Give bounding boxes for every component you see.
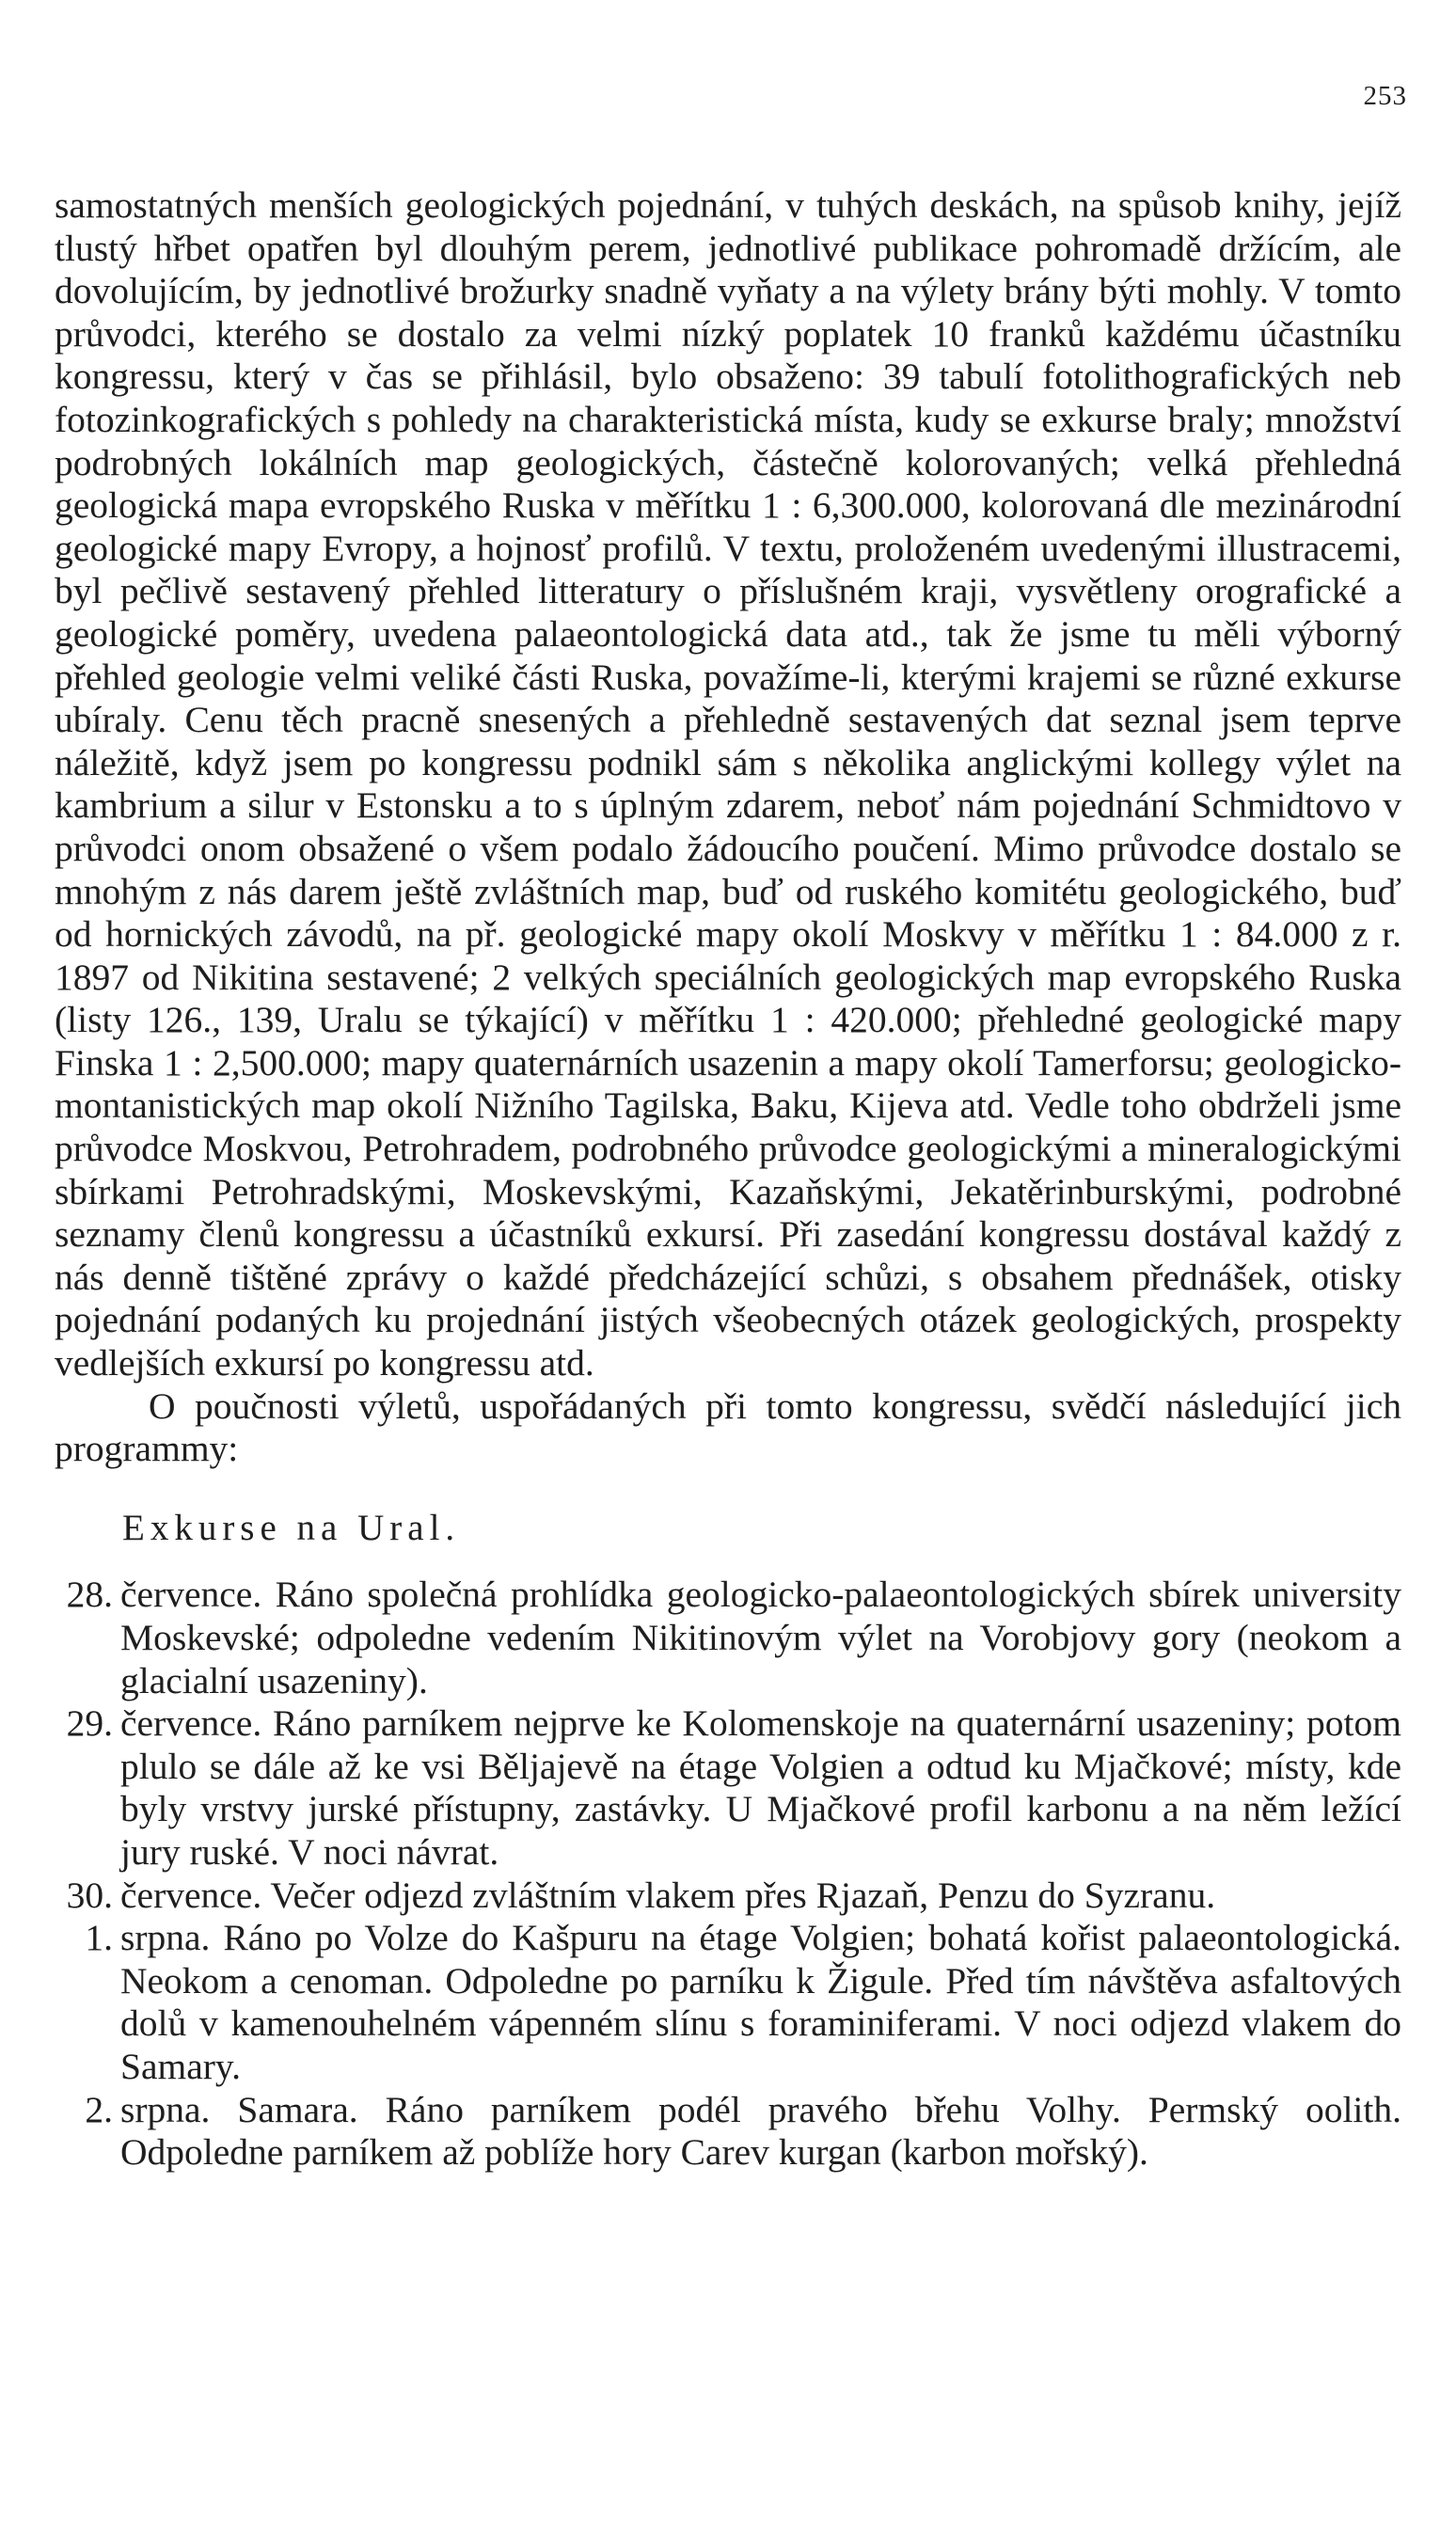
- entry-text: července. Ráno společná prohlídka geologicko-palaeontologických sbírek university Moskevské; odpoledne vedením Nikitinovým výlet na Vorobjovy gory (neokom a glacialní usazeniny).: [120, 1574, 1401, 1701]
- entry-text: srpna. Samara. Ráno parníkem podél pravého břehu Volhy. Permský oolith. Odpoledne parníkem až poblíže hory Carev kurgan (karbon mořský).: [120, 2088, 1401, 2174]
- entry-date: 1.: [85, 1917, 113, 1959]
- entry-date: 29.: [66, 1702, 113, 1745]
- page-body: [55, 184, 1401, 2175]
- entry-date: 30.: [66, 1874, 113, 1916]
- entry-date: 28.: [66, 1574, 113, 1616]
- itinerary-entry: [55, 2089, 1401, 2175]
- section-heading: Exkurse na Ural.: [122, 1507, 461, 1548]
- paragraph-programs-intro: O poučnosti výletů, uspořádaných při tomto kongressu, svědčí následující jich programmy:: [55, 1384, 1401, 1470]
- page-number: 253: [1363, 81, 1407, 111]
- entry-text: srpna. Ráno po Volze do Kašpuru na étage Volgien; bohatá kořist palaeontologická. Neokom a cenoman. Odpoledne po parníku k Žigule. Před tím návštěva asfaltových dolů v kamenouhelném vápenném slínu s foraminiferami. V noci odjezd vlakem do Samary.: [120, 1917, 1401, 2087]
- itinerary-entry: [55, 1875, 1401, 1918]
- entry-date: 2.: [85, 2088, 113, 2130]
- itinerary-entry: [55, 1702, 1401, 1874]
- itinerary-entry: [55, 1917, 1401, 2088]
- entry-text: července. Ráno parníkem nejprve ke Kolomenskoje na quaternární usazeniny; potom plulo se dále až ke vsi Běljajevě na étage Volgien a odtud ku Mjačkové; místy, kde byly vrstvy jurské přístupny, zastávky. U Mjačkové profil karbonu a na něm ležící jury ruské. V noci návrat.: [120, 1702, 1401, 1873]
- paragraph-main: samostatných menších geologických pojednání, v tuhých deskách, na spůsob knihy, jejíž tlustý hřbet opatřen byl dlouhým perem, jednotlivé publikace pohromadě držícím, ale dovolujícím, by jednotlivé brožurky snadně vyňaty a na výlety brány býti mohly. V tomto průvodci, kterého se dostalo za velmi nízký poplatek 10 franků každému účastníku kongressu, který v čas se přihlásil, bylo obsaženo: 39 tabulí fotolithografických neb fotozinkografických s pohledy na charakteristická místa, kudy se exkurse braly; množství podrobných lokálních map geologických, částečně kolorovaných; velká přehledná geologická mapa evropského Ruska v měřítku 1 : 6,300.000, kolorovaná dle mezinárodní geologické mapy Evropy, a hojnosť profilů. V textu, proloženém uvedenými illustracemi, byl pečlivě sestavený přehled litteratury o příslušném kraji, vysvětleny orografické a geologické poměry, uvedena palaeontologická data atd., tak že jsme tu měli výborný přehled geologie velmi veliké části Ruska, považíme-li, kterými krajemi se různé exkurse ubíraly. Cenu těch pracně snesených a přehledně sestavených dat seznal jsem teprve náležitě, když jsem po kongressu podnikl sám s několika anglickými kollegy výlet na kambrium a silur v Estonsku a to s úplným zdarem, neboť nám pojednání Schmidtovo v průvodci onom obsažené o všem podalo žádoucího poučení. Mimo průvodce dostalo se mnohým z nás darem ještě zvláštních map, buď od ruského komitétu geologického, buď od hornických závodů, na př. geologické mapy okolí Moskvy v měřítku 1 : 84.000 z r. 1897 od Nikitina sestavené; 2 velkých speciálních geologických map evropského Ruska (listy 126., 139, Uralu se týkající) v měřítku 1 : 420.000; přehledné geologické mapy Finska 1 : 2,500.000; mapy quaternárních usazenin a mapy okolí Tamerforsu; geologicko-montanistických map okolí Nižního Tagilska, Baku, Kijeva atd. Vedle toho obdrželi jsme průvodce Moskvou, Petrohradem, podrobného průvodce geologickými a mineralogickými sbírkami Petrohradskými, Moskevskými, Kazaňskými, Jekatěrinburskými, podrobné seznamy členů kongressu a účastníků exkursí. Při zasedání kongressu dostával každý z nás denně tištěné zprávy o každé předcházející schůzi, s obsahem přednášek, otisky pojednání podaných ku projednání jistých všeobecných otázek geologických, prospekty vedlejších exkursí po kongressu atd.: [55, 184, 1401, 1384]
- entry-text: července. Večer odjezd zvláštním vlakem přes Rjazaň, Penzu do Syzranu.: [120, 1874, 1216, 1916]
- itinerary-entry: [55, 1574, 1401, 1702]
- itinerary-list: [55, 1574, 1401, 2174]
